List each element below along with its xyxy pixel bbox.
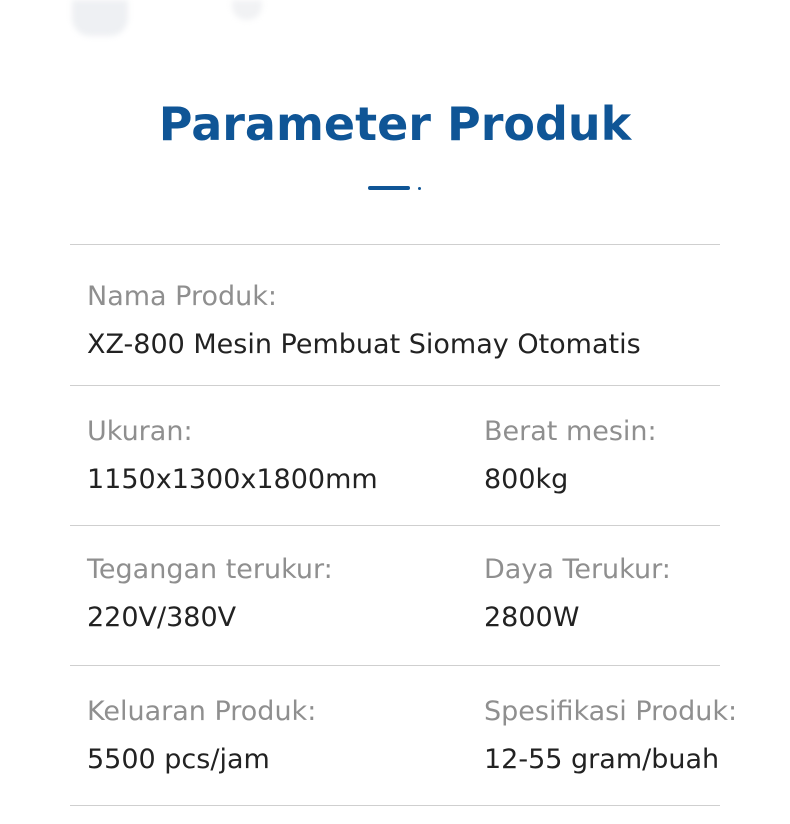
parameter-value: 800kg: [484, 464, 569, 495]
parameter-label: Ukuran:: [87, 416, 193, 447]
parameter-label: Keluaran Produk:: [87, 696, 317, 727]
top-image-strip: [0, 0, 790, 40]
underline-dot: [418, 187, 421, 190]
parameter-row-output-specification: [70, 666, 738, 806]
parameter-value: 2800W: [484, 602, 580, 633]
page-title: Parameter Produk: [158, 97, 632, 151]
parameter-label: Berat mesin:: [484, 416, 657, 447]
parameter-row-voltage-power: [70, 526, 720, 666]
parameter-row-product-name: [70, 245, 720, 386]
parameter-label: Nama Produk:: [87, 281, 277, 312]
parameter-value: XZ-800 Mesin Pembuat Siomay Otomatis: [87, 329, 641, 360]
parameter-value: 220V/380V: [87, 602, 237, 633]
parameter-label: Daya Terukur:: [484, 554, 671, 585]
title-underline-decoration: [368, 186, 428, 194]
blurred-image-fragment: [72, 0, 128, 36]
parameter-value: 12-55 gram/buah: [484, 744, 720, 775]
parameter-value: 5500 pcs/jam: [87, 744, 270, 775]
blurred-image-fragment: [232, 0, 262, 20]
parameter-label: Spesifikasi Produk:: [484, 696, 738, 727]
parameter-label: Tegangan terukur:: [87, 554, 333, 585]
parameter-table: [70, 244, 738, 806]
underline-bar: [368, 186, 410, 190]
parameter-value: 1150x1300x1800mm: [87, 464, 378, 495]
parameter-row-size-weight: [70, 386, 720, 526]
